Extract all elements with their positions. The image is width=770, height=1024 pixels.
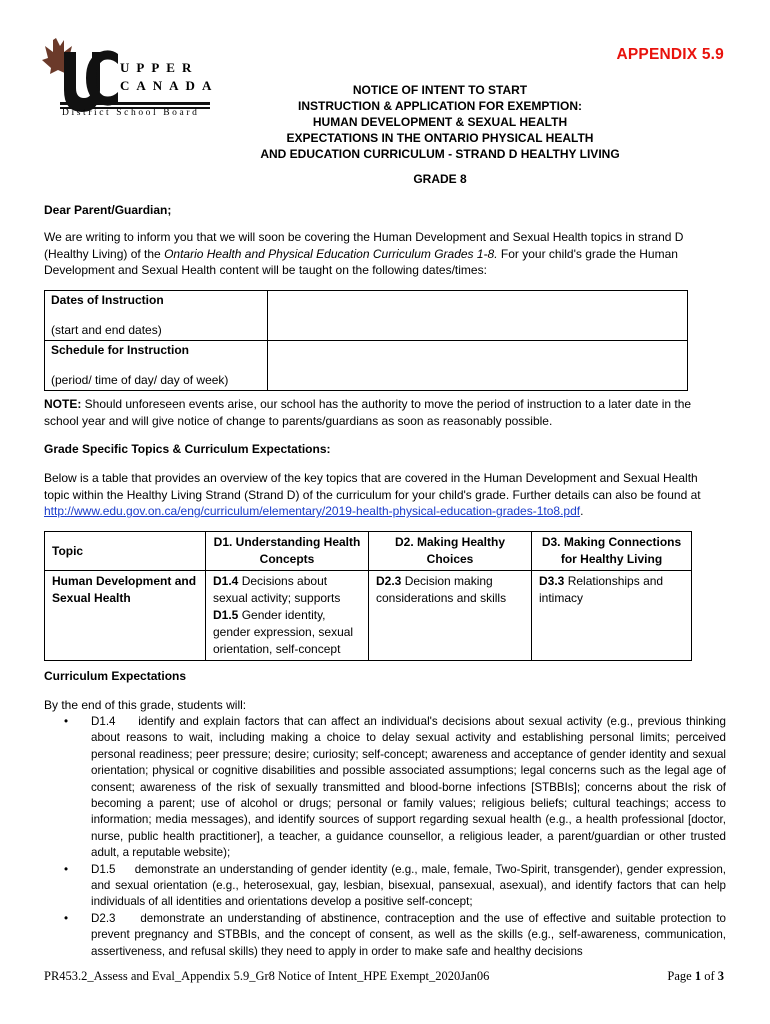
topics-table	[44, 531, 692, 661]
title-line: NOTICE OF INTENT TO START	[352, 83, 528, 97]
d1-5-text: Gender identity, gender expression, sexual orientation, self-concept	[213, 608, 354, 656]
dates-label-cell	[45, 291, 268, 341]
note-label: NOTE:	[44, 397, 82, 411]
curriculum-heading: Curriculum Expectations	[44, 669, 187, 683]
d2-header: D2. Making Healthy Choices	[369, 532, 532, 571]
greeting: Dear Parent/Guardian;	[44, 203, 172, 217]
dates-label: Dates of Instruction	[51, 293, 164, 307]
d1-header: D1. Understanding Health Concepts	[206, 532, 369, 571]
grade-heading: GRADE 8	[413, 172, 467, 186]
expectation-text: demonstrate an understanding of gender identity (e.g., male, female, Two-Spirit, transgender), gender expression, and sexual orientation (e.g., heterosexual, gay, lesbian, bisexual, pansexual, asexual), and identify factors that can help individuals of all identities and orientations develop a positive self-concept;	[91, 862, 726, 909]
page-prefix: Page	[667, 969, 695, 983]
intro-text-1: We are writing to inform you that we will soon be covering the Human Development and Sexual Health topics in strand D (Healthy Living) of the	[44, 230, 684, 261]
d2-3-text: Decision making considerations and skills	[376, 574, 507, 605]
expectations-list	[62, 714, 726, 960]
overview-text: Below is a table that provides an overview of the key topics that are covered in the Human Development and Sexual Health topic within the Healthy Living Strand (Strand D) of the curriculum for your child's grade. Further details can also be found at	[44, 471, 701, 502]
bullet-icon: •	[64, 911, 69, 925]
table-row	[45, 291, 688, 341]
title-line: AND EDUCATION CURRICULUM - STRAND D HEALTHY LIVING	[260, 147, 620, 161]
d3-3-text: Relationships and intimacy	[539, 574, 664, 605]
by-end-of-grade: By the end of this grade, students will:	[44, 698, 247, 712]
list-item	[62, 911, 726, 960]
list-item	[62, 714, 726, 862]
table-row	[45, 571, 692, 661]
expectation-text: demonstrate an understanding of abstinence, contraception and the use of effective and suitable protection to prevent pregnancy and STBBIs, and the concept of consent, as well as the skills (e.g., self-awareness, communication, assertiveness, and refusal skills) they need to apply in order to make safe and healthy decisions	[91, 911, 726, 958]
d3-cell	[532, 571, 692, 661]
logo-wordmark-upper: UPPER	[120, 60, 199, 75]
curriculum-link[interactable]: http://www.edu.gov.on.ca/eng/curriculum/elementary/2019-health-physical-education-grades-1to8.pdf	[44, 504, 581, 518]
topic-row-label: Human Development and Sexual Health	[45, 571, 206, 661]
schedule-table	[44, 290, 688, 391]
expectation-code: D1.5	[91, 862, 116, 876]
table-row	[45, 341, 688, 391]
expectation-text: identify and explain factors that can affect an individual's decisions about sexual activity (e.g., previous thinking about reasons to wait, including making a choice to delay sexual activity and establishing personal limits; perceived personal readiness; peer pressure; desire; curiosity; self-concept; awareness and acceptance of gender identity and sexual orientation; physical or cognitive disabilities and possible associated assumptions; legal concerns such as the legal age of consent; awareness of the risk of sexually transmitted and blood-borne infections [STBBIs]; concerns about the risk of becoming a parent; use of alcohol or drugs; personal or family values; religious beliefs; cultural teachings; access to information; media messages), and identify sources of support regarding sexual health (e.g., a health professional [doctor, nurse, public health practitioner], a teacher, a guidance counsellor, a religious leader, a parent/guardian or other trusted adult, a reputable website);	[91, 715, 726, 860]
intro-paragraph	[44, 229, 724, 279]
logo-wordmark-canada: CANADA	[120, 78, 219, 93]
title-line: INSTRUCTION & APPLICATION FOR EXEMPTION:	[298, 99, 582, 113]
d1-4-code: D1.4	[213, 574, 239, 588]
bullet-icon: •	[64, 715, 69, 728]
page-number	[667, 969, 724, 984]
topic-header: Topic	[45, 532, 206, 571]
expectation-code: D2.3	[91, 911, 116, 925]
schedule-sublabel: (period/ time of day/ day of week)	[51, 373, 229, 387]
page-current: 1	[694, 969, 702, 983]
appendix-label: APPENDIX 5.9	[616, 46, 724, 63]
dates-input-cell[interactable]	[268, 291, 688, 341]
d2-cell	[369, 571, 532, 661]
overview-paragraph	[44, 470, 724, 520]
page-of: of	[701, 969, 718, 983]
expectation-code: D1.4	[91, 715, 116, 728]
d1-5-code: D1.5	[213, 608, 239, 622]
dates-sublabel: (start and end dates)	[51, 323, 162, 337]
footer-document-id: PR453.2_Assess and Eval_Appendix 5.9_Gr8 Notice of Intent_HPE Exempt_2020Jan06	[44, 969, 490, 983]
d3-3-code: D3.3	[539, 574, 565, 588]
topics-heading: Grade Specific Topics & Curriculum Expectations:	[44, 442, 331, 456]
list-item	[62, 862, 726, 911]
logo-subtitle: District School Board	[62, 108, 200, 118]
note-text: Should unforeseen events arise, our school has the authority to move the period of instruction to a later date in the school year and will give notice of change to parents/guardians as soon as reasonably possible.	[44, 397, 692, 428]
d2-3-code: D2.3	[376, 574, 402, 588]
schedule-label-cell	[45, 341, 268, 391]
d1-cell	[206, 571, 369, 661]
table-header-row	[45, 532, 692, 571]
notice-title	[230, 82, 650, 162]
upper-canada-logo	[42, 30, 222, 125]
curriculum-title: Ontario Health and Physical Education Curriculum Grades 1-8.	[164, 246, 498, 261]
d3-header: D3. Making Connections for Healthy Living	[532, 532, 692, 571]
schedule-label: Schedule for Instruction	[51, 343, 190, 357]
schedule-input-cell[interactable]	[268, 341, 688, 391]
overview-end: .	[580, 504, 584, 518]
title-line: HUMAN DEVELOPMENT & SEXUAL HEALTH	[312, 115, 568, 129]
bullet-icon: •	[64, 862, 69, 876]
d1-4-text: Decisions about sexual activity; supports	[213, 574, 341, 605]
page-total: 3	[717, 969, 724, 983]
title-line: EXPECTATIONS IN THE ONTARIO PHYSICAL HEALTH	[286, 131, 594, 145]
note-paragraph	[44, 396, 724, 429]
intro-text-2: For your child's grade the Human Development and Sexual Health content will be taught on the following dates/times:	[44, 246, 678, 277]
